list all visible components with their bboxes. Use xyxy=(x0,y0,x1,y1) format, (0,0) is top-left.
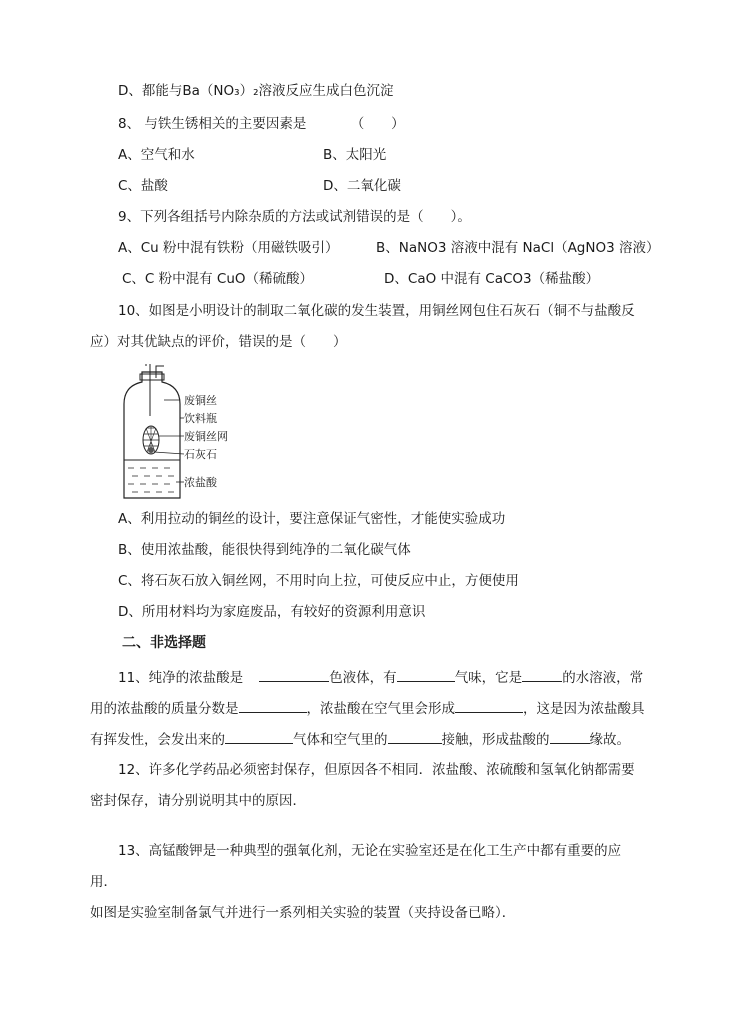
q11-line2 xyxy=(90,698,645,718)
q11-blank-color[interactable] xyxy=(259,667,329,682)
q11-blank-phenomenon[interactable] xyxy=(455,698,523,713)
q11-text-10: 接触，形成盐酸的 xyxy=(441,732,550,748)
q10-option-c: C、将石灰石放入铜丝网，不用时向上拉，可使反应中止，方便使用 xyxy=(118,573,519,589)
q9-option-d: D、CaO 中混有 CaCO3（稀盐酸） xyxy=(384,271,600,287)
limestone xyxy=(148,447,154,453)
q7-option-d: D、都能与Ba（NO₃）₂溶液反应生成白色沉淀 xyxy=(118,83,394,99)
q12-line1: 12、许多化学药品必须密封保存，但原因各不相同．浓盐酸、浓硫酸和氢氧化钠都需要 xyxy=(118,762,635,778)
q11-text-1: 11、纯净的浓盐酸是 xyxy=(118,670,244,686)
q8-stem-text: 8、 与铁生锈相关的主要因素是 xyxy=(118,116,307,132)
q11-text-11: 缘故。 xyxy=(589,732,630,748)
q12-line2: 密封保存，请分别说明其中的原因． xyxy=(90,793,306,809)
q11-text-5: 用的浓盐酸的质量分数是 xyxy=(90,701,239,717)
label-limestone: 石灰石 xyxy=(184,448,217,461)
q11-text-3: 气味，它是 xyxy=(454,670,523,686)
co2-generator-apparatus-figure xyxy=(120,364,250,504)
bottle-cap xyxy=(140,374,164,380)
q8-answer-bracket: （ ） xyxy=(350,116,405,132)
q11-blank-form[interactable] xyxy=(550,729,590,744)
label-waste-copper-wire: 废铜丝 xyxy=(184,394,217,407)
q8-option-b: B、太阳光 xyxy=(323,147,387,163)
q9-option-b: B、NaNO3 溶液中混有 NaCl（AgNO3 溶液） xyxy=(376,240,660,256)
q9-stem: 9、下列各组括号内除杂质的方法或试剂错误的是（ ）。 xyxy=(118,209,471,225)
q10-option-b: B、使用浓盐酸，能很快得到纯净的二氧化碳气体 xyxy=(118,542,411,558)
q11-blank-odor[interactable] xyxy=(397,667,455,682)
q11-blank-air-component[interactable] xyxy=(388,729,442,744)
q9-option-c: C、C 粉中混有 CuO（稀硫酸） xyxy=(122,271,314,287)
q9-option-a: A、Cu 粉中混有铁粉（用磁铁吸引） xyxy=(118,240,339,256)
label-concentrated-hcl: 浓盐酸 xyxy=(184,476,217,489)
q8-option-a: A、空气和水 xyxy=(118,147,195,163)
q11-text-6: ，浓盐酸在空气里会形成 xyxy=(306,701,455,717)
q8-option-c: C、盐酸 xyxy=(118,178,168,194)
beverage-bottle-outline xyxy=(124,372,180,498)
q10-option-d: D、所用材料均为家庭废品，有较好的资源利用意识 xyxy=(118,604,426,620)
label-waste-copper-mesh: 废铜丝网 xyxy=(184,430,228,443)
q11-blank-solute[interactable] xyxy=(522,667,562,682)
q11-line1 xyxy=(118,667,643,687)
q10-stem-line2: 应）对其优缺点的评价，错误的是（ ） xyxy=(90,334,347,350)
q11-text-9: 气体和空气里的 xyxy=(293,732,388,748)
q8-option-d: D、二氧化碳 xyxy=(323,178,401,194)
q13-line1: 13、高锰酸钾是一种典型的强氧化剂，无论在实验室还是在化工生产中都有重要的应 xyxy=(118,843,622,859)
q13-line3: 如图是实验室制备氯气并进行一系列相关实验的装置（夹持设备已略）． xyxy=(90,905,516,921)
acid-hatching xyxy=(128,468,174,492)
label-beverage-bottle: 饮料瓶 xyxy=(184,412,217,425)
q11-text-8: 有挥发性，会发出来的 xyxy=(90,732,225,748)
q10-stem-line1: 10、如图是小明设计的制取二氧化碳的发生装置，用铜丝网包住石灰石（铜不与盐酸反 xyxy=(118,303,635,319)
section-title: 二、非选择题 xyxy=(122,635,206,651)
q10-option-a: A、利用拉动的铜丝的设计，要注意保证气密性，才能使实验成功 xyxy=(118,511,506,527)
q11-text-7: ，这是因为浓盐酸具 xyxy=(523,701,645,717)
q13-line2: 用． xyxy=(90,874,117,890)
q8-stem xyxy=(118,115,405,133)
q11-text-4: 的水溶液，常 xyxy=(562,670,644,686)
q11-line3 xyxy=(90,729,630,749)
q11-blank-mass-fraction[interactable] xyxy=(239,698,307,713)
q11-text-2: 色液体，有 xyxy=(329,670,397,686)
q11-blank-gas[interactable] xyxy=(225,729,293,744)
